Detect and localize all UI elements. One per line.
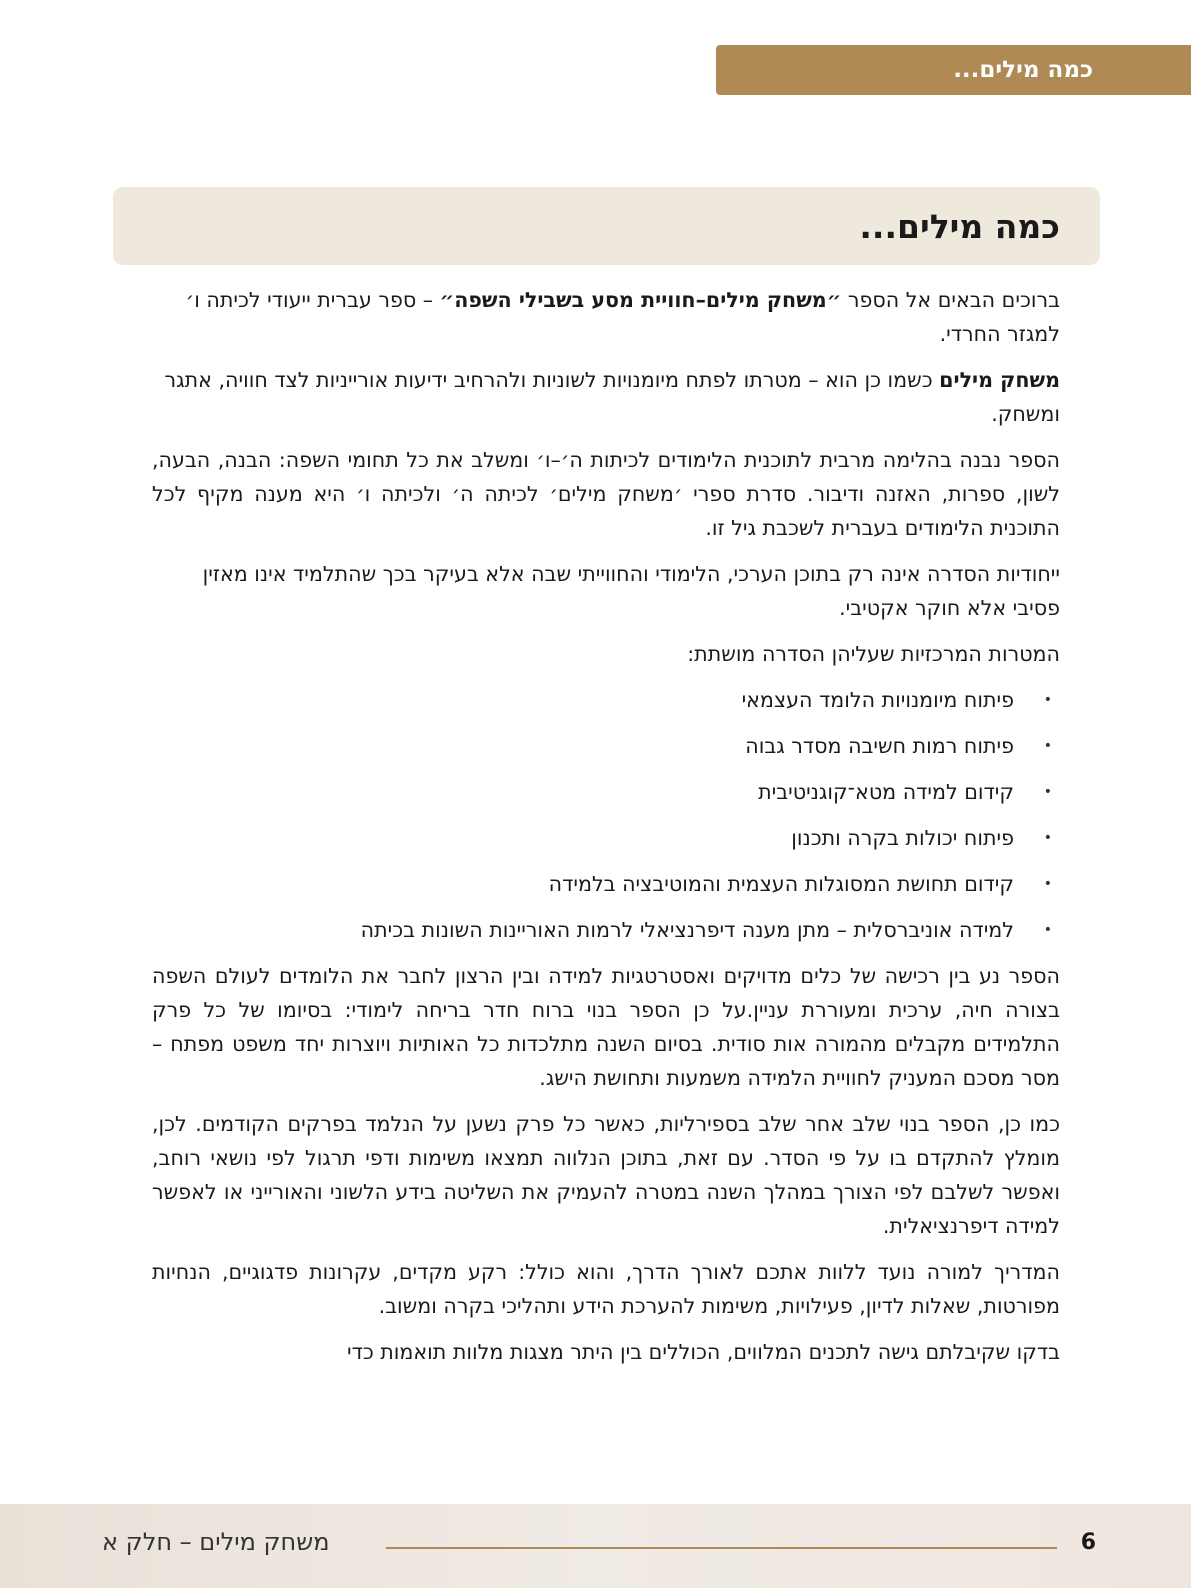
list-item	[152, 775, 1060, 809]
page-footer	[0, 1504, 1191, 1588]
bullet-icon: •	[1043, 738, 1052, 754]
goal-text: פיתוח רמות חשיבה מסדר גבוה	[745, 734, 1014, 758]
bullet-icon: •	[1043, 692, 1052, 708]
series-name: משחק מילים	[939, 368, 1060, 392]
goal-text: למידה אוניברסלית – מתן מענה דיפרנציאלי לרמות האוריינות השונות בכיתה	[360, 918, 1014, 942]
goal-text: פיתוח מיומנויות הלומד העצמאי	[741, 688, 1014, 712]
list-item	[152, 867, 1060, 901]
paragraph-intro	[152, 283, 1060, 351]
bullet-icon: •	[1043, 876, 1052, 892]
chapter-tab	[716, 45, 1191, 95]
list-item	[152, 729, 1060, 763]
bullet-icon: •	[1043, 784, 1052, 800]
page-number: 6	[1080, 1530, 1096, 1555]
goals-list	[152, 683, 1060, 947]
paragraph-curriculum: הספר נבנה בהלימה מרבית לתוכנית הלימודים לכיתות ה׳–ו׳ ומשלב את כל תחומי השפה: הבנה, הבעה, לשון, ספרות, האזנה ודיבור. סדרת ספרי ׳משחק מילים׳ לכיתה ה׳ ולכיתה ו׳ היא מענה מקיף לכל התוכנית הלימודים בעברית לשכבת גיל זו.	[152, 448, 1060, 540]
goal-text: קידום למידה מטא־קוגניטיבית	[758, 780, 1014, 804]
intro-text: ברוכים הבאים אל הספר	[841, 288, 1060, 312]
intro-text-end: – ספר עברית ייעודי לכיתה ו׳ למגזר החרדי.	[185, 288, 1060, 346]
paragraph-teacher-guide: המדריך למורה נועד ללוות אתכם לאורך הדרך, והוא כולל: רקע מקדים, עקרונות פדגוגיים, הנחיות מפורטות, שאלות לדיון, פעילויות, משימות להערכת הידע ותהליכי בקרה ומשוב.	[152, 1260, 1060, 1318]
goal-text: קידום תחושת המסוגלות העצמית והמוטיבציה בלמידה	[548, 872, 1014, 896]
paragraph-escape-room: הספר נע בין רכישה של כלים מדויקים ואסטרטגיות למידה ובין הרצון לחבר את הלומדים לעולם השפה בצורה חיה, ערכית ומעוררת עניין.על כן הספר בנוי ברוח חדר בריחה לימודי: בסיומו של כל פרק התלמידים מקבלים מהמורה אות סודית. בסיום השנה מתלכדות כל האותיות ויוצרות יחד משפט מפתח – מסר מסכם המעניק לחוויית הלמידה משמעות ותחושת הישג.	[152, 964, 1060, 1090]
footer-divider	[386, 1547, 1057, 1549]
paragraph-name	[152, 363, 1060, 431]
goal-text: פיתוח יכולות בקרה ותכנון	[791, 826, 1014, 850]
paragraph-uniqueness: ייחודיות הסדרה אינה רק בתוכן הערכי, הלימודי והחווייתי שבה אלא בעיקר בכך שהתלמיד אינו מאזין פסיבי אלא חוקר אקטיבי.	[202, 562, 1060, 620]
section-title: כמה מילים...	[859, 206, 1060, 246]
list-item	[152, 821, 1060, 855]
list-item	[152, 683, 1060, 717]
name-text: כשמו כן הוא – מטרתו לפתח מיומנויות לשוניות ולהרחיב ידיעות אורייניות לצד חוויה, אתגר ומשחק.	[164, 368, 1060, 426]
paragraph-spiral: כמו כן, הספר בנוי שלב אחר שלב בספירליות, כאשר כל פרק נשען על הנלמד בפרקים הקודמים. לכן, מומלץ להתקדם בו על פי הסדר. עם זאת, בתוכן הנלווה תמצאו משימות ודפי תרגול לפי נושאי רוחב, ואפשר לשלבם לפי הצורך במהלך השנה במטרה להעמיק את השליטה בידע הלשוני והאורייני או לאפשר למידה דיפרנציאלית.	[152, 1112, 1060, 1238]
chapter-tab-label: כמה מילים...	[953, 57, 1093, 83]
footer-book-title: משחק מילים – חלק א	[102, 1528, 330, 1556]
bullet-icon: •	[1043, 830, 1052, 846]
bullet-icon: •	[1043, 922, 1052, 938]
paragraph-goals-intro: המטרות המרכזיות שעליהן הסדרה מושתת:	[687, 642, 1060, 666]
main-content	[152, 283, 1060, 1381]
book-name: ״משחק מילים–חוויית מסע בשבילי השפה״	[439, 288, 842, 312]
list-item	[152, 913, 1060, 947]
paragraph-access: בדקו שקיבלתם גישה לתכנים המלווים, הכוללים בין היתר מצגות מלוות תואמות כדי	[346, 1340, 1060, 1364]
section-heading-box	[113, 187, 1100, 265]
